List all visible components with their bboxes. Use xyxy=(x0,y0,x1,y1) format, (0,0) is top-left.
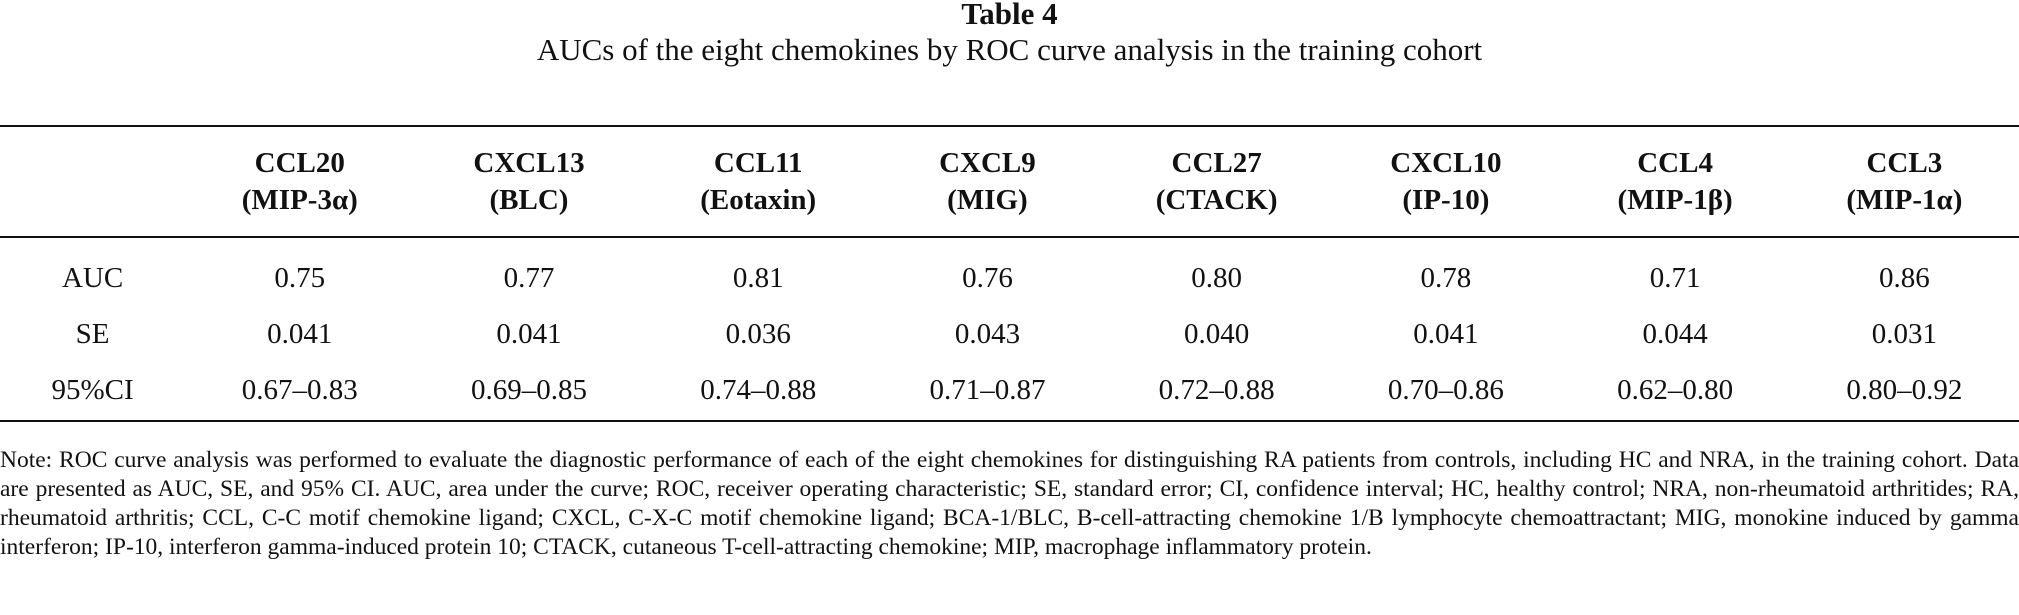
column-header-ccl27 xyxy=(1102,127,1331,236)
table-cell: 0.74–0.88 xyxy=(700,373,817,406)
table-cell: 0.036 xyxy=(725,317,791,350)
table-cell: 0.86 xyxy=(1878,261,1930,294)
column-name: CXCL13 xyxy=(473,146,585,179)
column-name: CCL20 xyxy=(254,146,345,179)
table-label: Table 4 xyxy=(961,0,1058,31)
column-header-ccl3 xyxy=(1790,127,2019,236)
column-alias: (Eotaxin) xyxy=(700,183,817,216)
column-header-cxcl9 xyxy=(873,127,1102,236)
column-name: CCL4 xyxy=(1637,146,1713,179)
table-cell: 0.72–0.88 xyxy=(1158,373,1275,406)
column-name: CCL3 xyxy=(1866,146,1943,179)
table-row-se xyxy=(0,306,2019,362)
column-name: CXCL10 xyxy=(1390,146,1502,179)
column-alias: (MIG) xyxy=(947,183,1028,216)
column-alias: (MIP-1β) xyxy=(1617,183,1733,216)
table-row-auc xyxy=(0,236,2019,306)
column-alias: (MIP-3α) xyxy=(241,183,358,216)
table-cell: 0.031 xyxy=(1871,317,1937,350)
table-cell: 0.80–0.92 xyxy=(1846,373,1963,406)
column-alias: (IP-10) xyxy=(1402,183,1490,216)
table-cell: 0.041 xyxy=(267,317,333,350)
column-header-ccl4 xyxy=(1560,127,1789,236)
row-label: SE xyxy=(75,317,110,350)
table-cell: 0.71–0.87 xyxy=(929,373,1046,406)
table-cell: 0.043 xyxy=(954,317,1021,350)
table-cell: 0.70–0.86 xyxy=(1387,373,1504,406)
column-alias: (MIP-1α) xyxy=(1846,183,1963,216)
table-title: AUCs of the eight chemokines by ROC curve analysis in the training cohort xyxy=(536,32,1483,67)
table-cell: 0.040 xyxy=(1184,317,1250,350)
column-alias: (CTACK) xyxy=(1155,183,1278,216)
row-label: AUC xyxy=(61,261,124,294)
table-bottom-rule xyxy=(0,420,2019,422)
column-name: CCL11 xyxy=(713,146,803,179)
column-header-cxcl10 xyxy=(1331,127,1560,236)
column-alias: (BLC) xyxy=(489,183,569,216)
column-header-ccl11 xyxy=(644,127,873,236)
column-name: CCL27 xyxy=(1171,146,1262,179)
stub-header xyxy=(0,127,185,236)
table-cell: 0.77 xyxy=(503,261,555,294)
table-cell: 0.81 xyxy=(732,261,784,294)
table-row-95ci xyxy=(0,362,2019,418)
table-footnote: Note: ROC curve analysis was performed to evaluate the diagnostic performance of each of the eight chemokines for distinguishing RA patients from controls, including HC and NRA, in the training cohort. Data are presented as AUC, SE, and 95% CI. AUC, area under the curve; ROC, receiver operating characteristic; SE, standard error; CI, confidence interval; HC, healthy control; NRA, non-rheumatoid arthritides; RA, rheumatoid arthritis; CCL, C-C motif chemokine ligand; CXCL, C-X-C motif chemokine ligand; BCA-1/BLC, B-cell-attracting chemokine 1/B lymphocyte chemoattractant; MIG, monokine induced by gamma interferon; IP-10, interferon gamma-induced protein 10; CTACK, cutaneous T-cell-attracting chemokine; MIP, macrophage inflammatory protein. xyxy=(0,447,2019,560)
table-cell: 0.67–0.83 xyxy=(241,373,358,406)
table-header-row xyxy=(0,127,2019,236)
row-label: 95%CI xyxy=(51,373,134,406)
table-cell: 0.041 xyxy=(1413,317,1479,350)
table-cell: 0.80 xyxy=(1191,261,1243,294)
table-cell: 0.76 xyxy=(962,261,1013,294)
table-cell: 0.041 xyxy=(496,317,562,350)
column-name: CXCL9 xyxy=(939,146,1036,179)
table-cell: 0.75 xyxy=(274,261,326,294)
table-cell: 0.044 xyxy=(1642,317,1708,350)
table-cell: 0.69–0.85 xyxy=(471,373,587,406)
column-header-cxcl13 xyxy=(414,127,643,236)
table-cell: 0.78 xyxy=(1420,261,1472,294)
table-cell: 0.62–0.80 xyxy=(1617,373,1734,406)
chemokine-auc-table xyxy=(0,127,2019,418)
column-header-ccl20 xyxy=(185,127,414,236)
table-cell: 0.71 xyxy=(1649,261,1701,294)
